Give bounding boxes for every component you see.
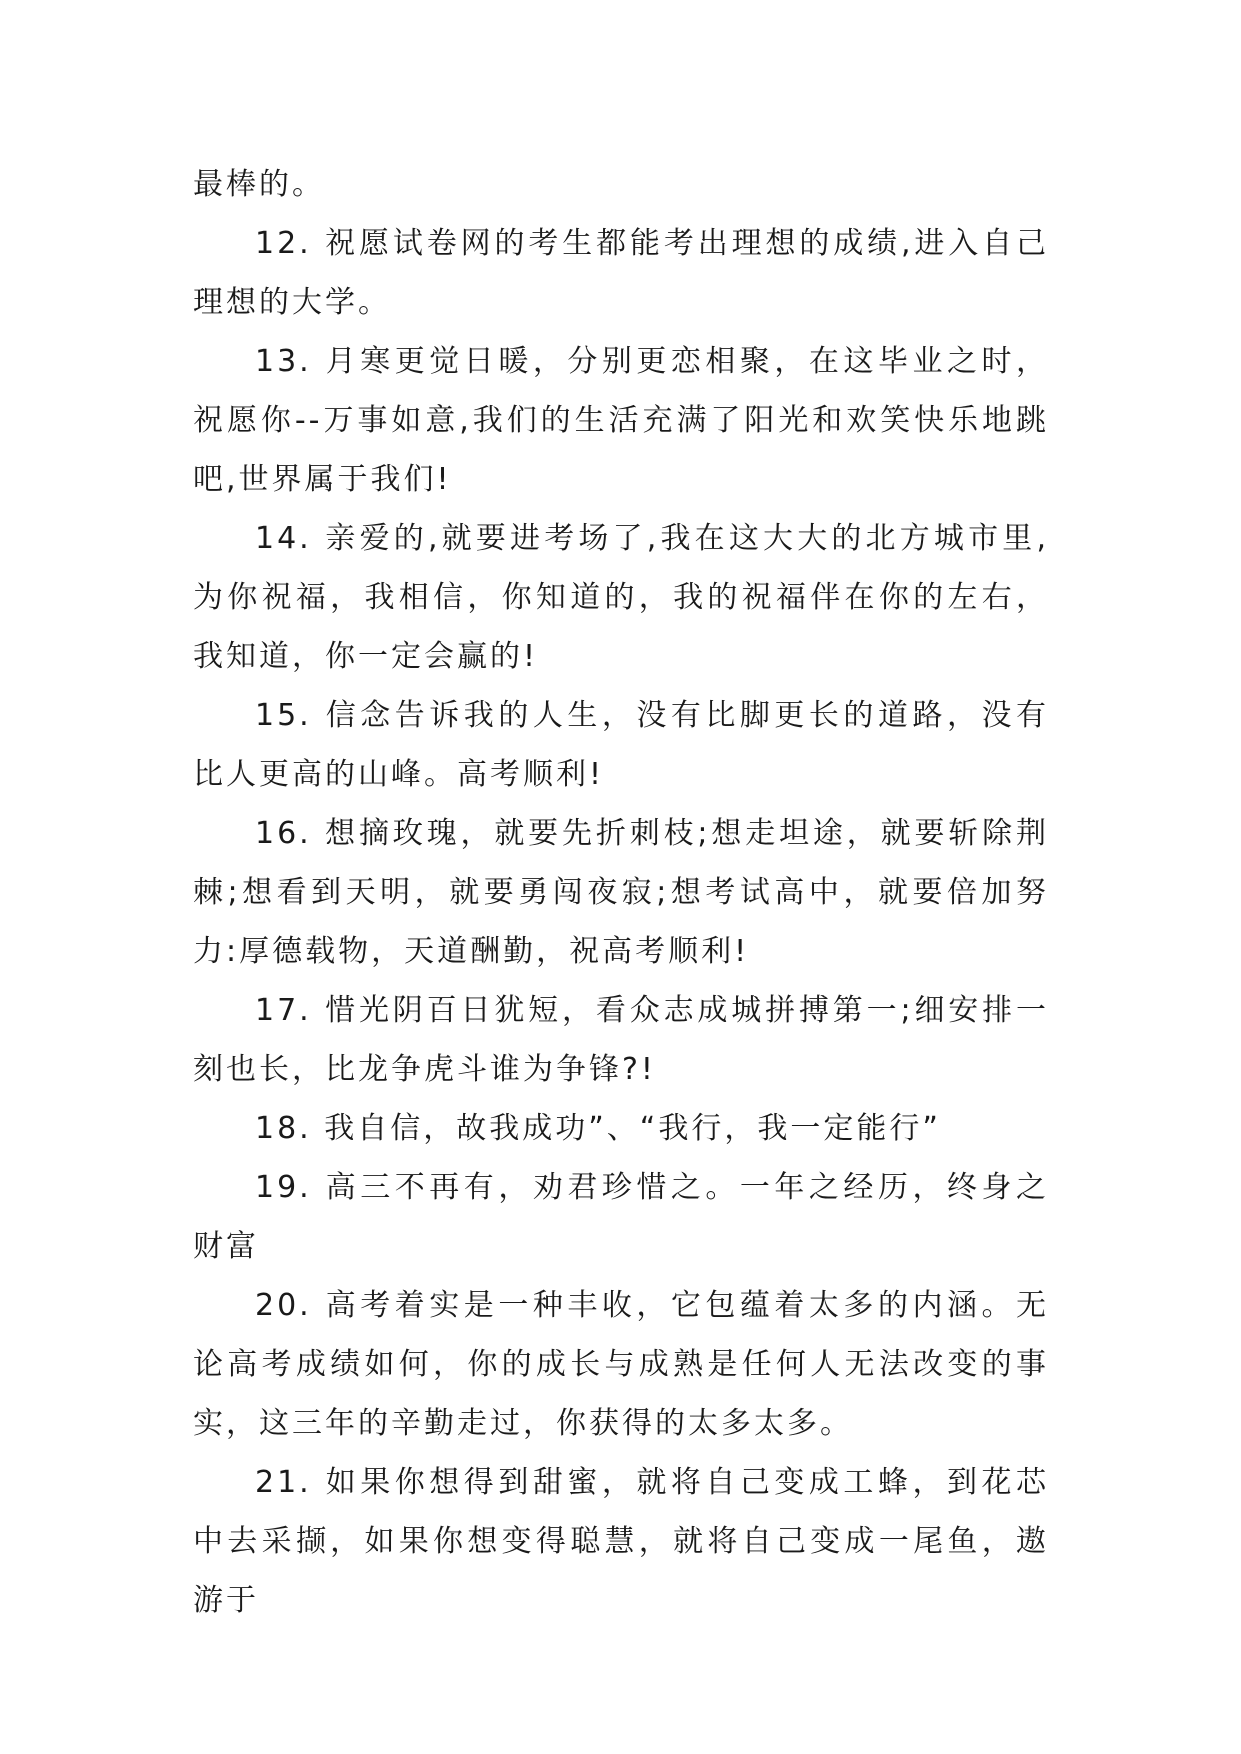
paragraph-19: 19. 高三不再有，劝君珍惜之。一年之经历，终身之财富 bbox=[193, 1170, 1049, 1264]
paragraph-20: 20. 高考着实是一种丰收，它包蕴着太多的内涵。无论高考成绩如何，你的成长与成熟是任何人无法改变的事实，这三年的辛勤走过，你获得的太多太多。 bbox=[193, 1288, 1049, 1441]
document-body bbox=[193, 155, 1049, 1630]
paragraph-12: 12. 祝愿试卷网的考生都能考出理想的成绩,进入自己理想的大学。 bbox=[193, 226, 1049, 320]
paragraph-15: 15. 信念告诉我的人生，没有比脚更长的道路，没有比人更高的山峰。高考顺利! bbox=[193, 698, 1049, 792]
paragraph-13: 13. 月寒更觉日暖，分别更恋相聚，在这毕业之时，祝愿你--万事如意,我们的生活充满了阳光和欢笑快乐地跳吧,世界属于我们! bbox=[193, 344, 1049, 497]
paragraph-17: 17. 惜光阴百日犹短，看众志成城拼搏第一;细安排一刻也长，比龙争虎斗谁为争锋?! bbox=[193, 993, 1049, 1087]
paragraph-21: 21. 如果你想得到甜蜜，就将自己变成工蜂，到花芯中去采撷，如果你想变得聪慧，就将自己变成一尾鱼，遨游于 bbox=[193, 1465, 1049, 1618]
paragraph-continuation: 最棒的。 bbox=[193, 167, 325, 202]
paragraph-18: 18. 我自信，故我成功”、“我行，我一定能行” bbox=[255, 1111, 941, 1146]
paragraph-14: 14. 亲爱的,就要进考场了,我在这大大的北方城市里,为你祝福，我相信，你知道的，我的祝福伴在你的左右，我知道，你一定会赢的! bbox=[193, 521, 1049, 674]
paragraph-16: 16. 想摘玫瑰，就要先折刺枝;想走坦途，就要斩除荆棘;想看到天明，就要勇闯夜寂;想考试高中，就要倍加努力:厚德载物，天道酬勤，祝高考顺利! bbox=[193, 816, 1049, 969]
